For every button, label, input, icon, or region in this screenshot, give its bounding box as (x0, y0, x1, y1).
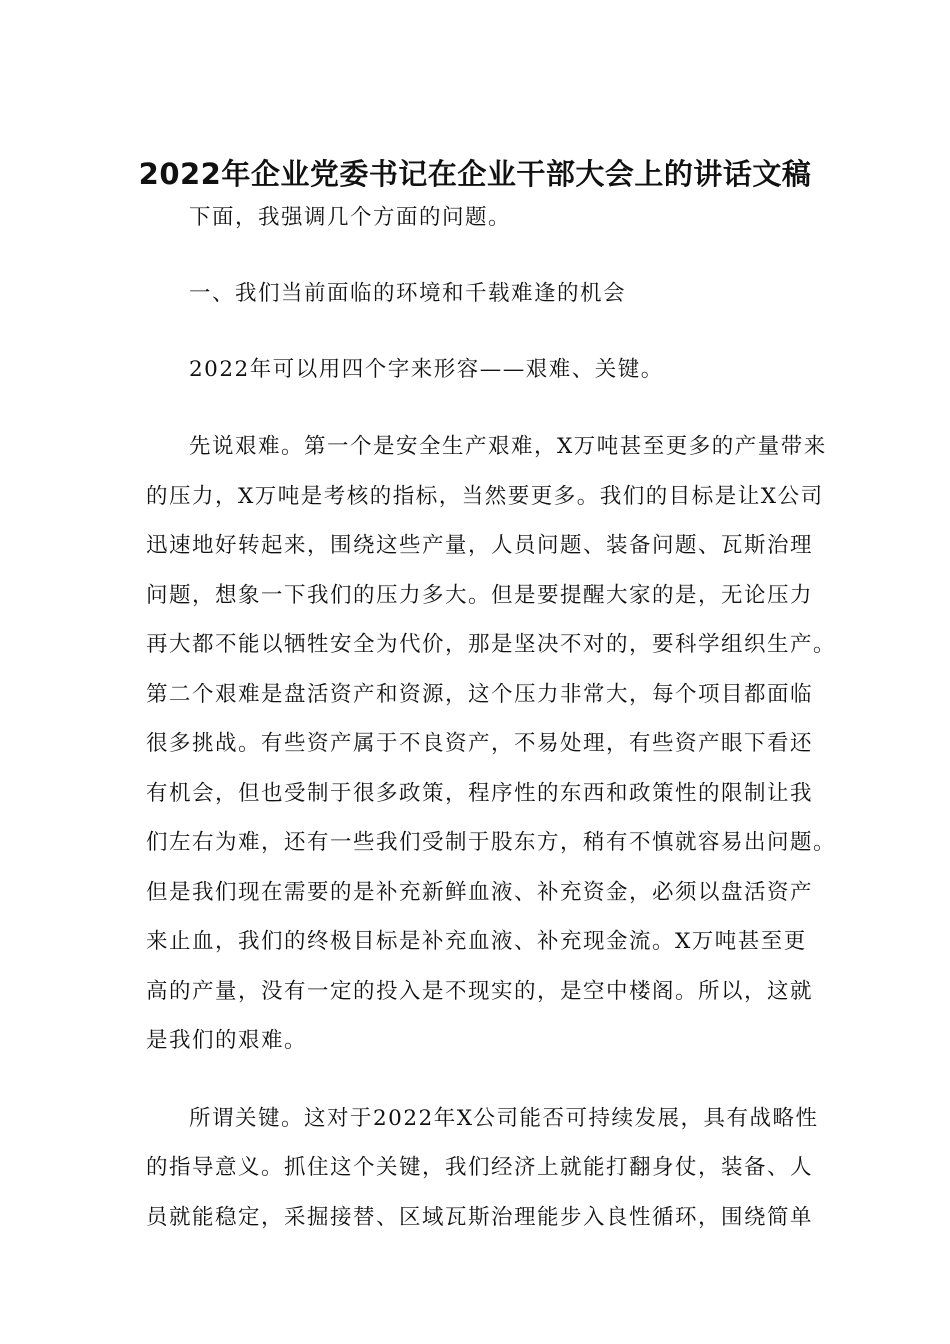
paragraph-line: 的压力，X万吨是考核的指标，当然要更多。我们的目标是让X公司 (146, 483, 824, 509)
section-heading: 一、我们当前面临的环境和千载难逢的机会 (189, 281, 627, 306)
paragraph-line: 们左右为难，还有一些我们受制于股东方，稍有不慎就容易出问题。 (146, 830, 837, 855)
paragraph-line: 有机会，但也受制于很多政策，程序性的东西和政策性的限制让我 (146, 780, 814, 806)
paragraph-line: 所谓关键。这对于2022年X公司能否可持续发展，具有战略性 (189, 1105, 819, 1131)
document-title: 2022年企业党委书记在企业干部大会上的讲话文稿 (138, 157, 812, 191)
paragraph-line: 很多挑战。有些资产属于不良资产，不易处理，有些资产眼下看还 (146, 731, 814, 756)
paragraph-line: 第二个艰难是盘活资产和资源，这个压力非常大，每个项目都面临 (146, 681, 814, 707)
paragraph-line: 是我们的艰难。 (146, 1028, 308, 1053)
paragraph-line: 问题，想象一下我们的压力多大。但是要提醒大家的是，无论压力 (146, 582, 814, 608)
paragraph-line: 迅速地好转起来，围绕这些产量，人员问题、装备问题、瓦斯治理 (146, 533, 814, 558)
paragraph-line: 的指导意义。抓住这个关键，我们经济上就能打翻身仗，装备、人 (146, 1155, 814, 1180)
paragraph-key (146, 1094, 818, 1243)
paragraph-hardship (146, 422, 837, 1066)
paragraph-line: 员就能稳定，采掘接替、区域瓦斯治理能步入良性循环，围绕简单 (146, 1204, 814, 1230)
summary-paragraph: 2022年可以用四个字来形容——艰难、关键。 (189, 357, 664, 382)
paragraph-line: 但是我们现在需要的是补充新鲜血液、补充资金，必须以盘活资产 (146, 879, 814, 905)
intro-paragraph: 下面，我强调几个方面的问题。 (189, 205, 512, 230)
paragraph-line: 高的产量，没有一定的投入是不现实的，是空中楼阁。所以，这就 (146, 978, 814, 1004)
paragraph-line: 再大都不能以牺牲安全为代价，那是坚决不对的，要科学组织生产。 (146, 632, 837, 657)
paragraph-line: 来止血，我们的终极目标是补充血液、补充现金流。X万吨甚至更 (146, 929, 807, 954)
paragraph-line: 先说艰难。第一个是安全生产艰难，X万吨甚至更多的产量带来 (189, 434, 827, 459)
document-body (146, 190, 837, 1242)
